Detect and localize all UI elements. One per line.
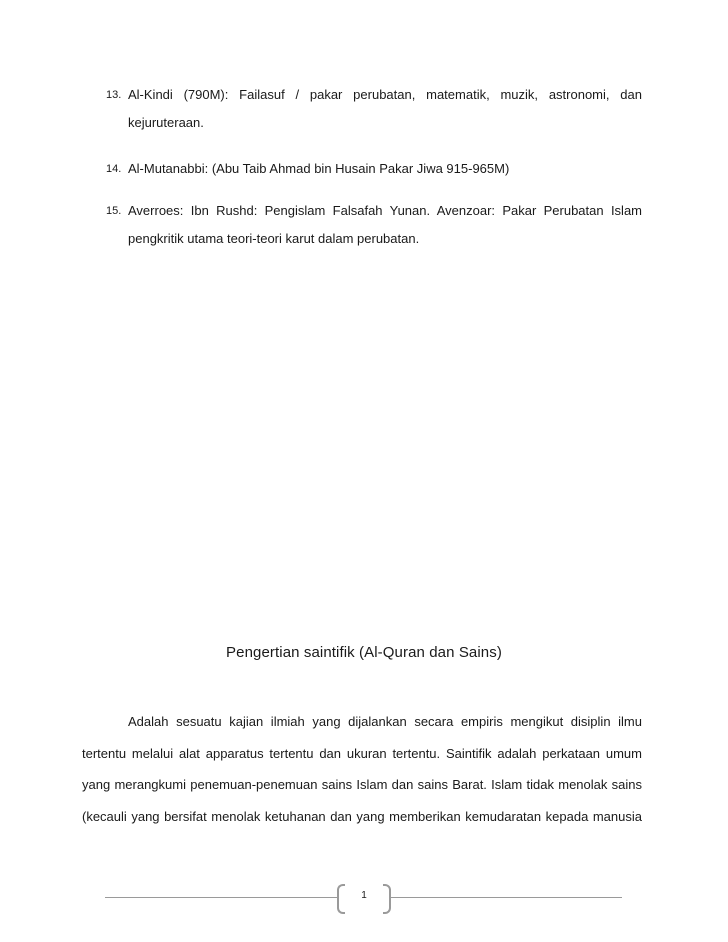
footer-bracket-close bbox=[383, 884, 391, 914]
paragraph-line: yang merangkumi penemuan-penemuan sains Islam dan sains Barat. Islam tidak menolak sains bbox=[82, 777, 642, 792]
list-item bbox=[106, 155, 642, 183]
list-item-text-line: kejuruteraan. bbox=[128, 115, 204, 130]
paragraph-line: tertentu melalui alat apparatus tertentu dan ukuran tertentu. Saintifik adalah perkataan umum bbox=[82, 745, 642, 761]
list-item-text-line: Al-Kindi (790M): Failasuf / pakar perubatan, matematik, muzik, astronomi, dan bbox=[128, 87, 642, 102]
footer-rule-left bbox=[105, 897, 339, 898]
footer-rule-right bbox=[390, 897, 622, 898]
paragraph-line: Adalah sesuatu kajian ilmiah yang dijalankan secara empiris mengikut disiplin ilmu bbox=[128, 714, 642, 729]
list-item-number: 15. bbox=[106, 205, 122, 217]
list-item-number: 14. bbox=[106, 163, 122, 175]
section-heading-text: Pengertian saintifik (Al-Quran dan Sains) bbox=[226, 644, 502, 661]
list-item-number: 13. bbox=[106, 89, 122, 101]
list-item-text-line: Averroes: Ibn Rushd: Pengislam Falsafah Yunan. Avenzoar: Pakar Perubatan Islam bbox=[128, 203, 642, 218]
body-paragraph bbox=[82, 706, 642, 832]
paragraph-line: (kecauli yang bersifat menolak ketuhanan dan yang memberikan kemudaratan kepada manusia bbox=[82, 808, 642, 824]
list-item bbox=[106, 197, 642, 253]
list-item bbox=[106, 81, 642, 137]
section-heading bbox=[0, 644, 728, 661]
footer-bracket-open bbox=[337, 884, 345, 914]
list-item-text-line: pengkritik utama teori-teori karut dalam perubatan. bbox=[128, 231, 420, 246]
list-item-text-line: Al-Mutanabbi: (Abu Taib Ahmad bin Husain Pakar Jiwa 915-965M) bbox=[128, 161, 510, 176]
page-number: 1 bbox=[361, 890, 367, 901]
